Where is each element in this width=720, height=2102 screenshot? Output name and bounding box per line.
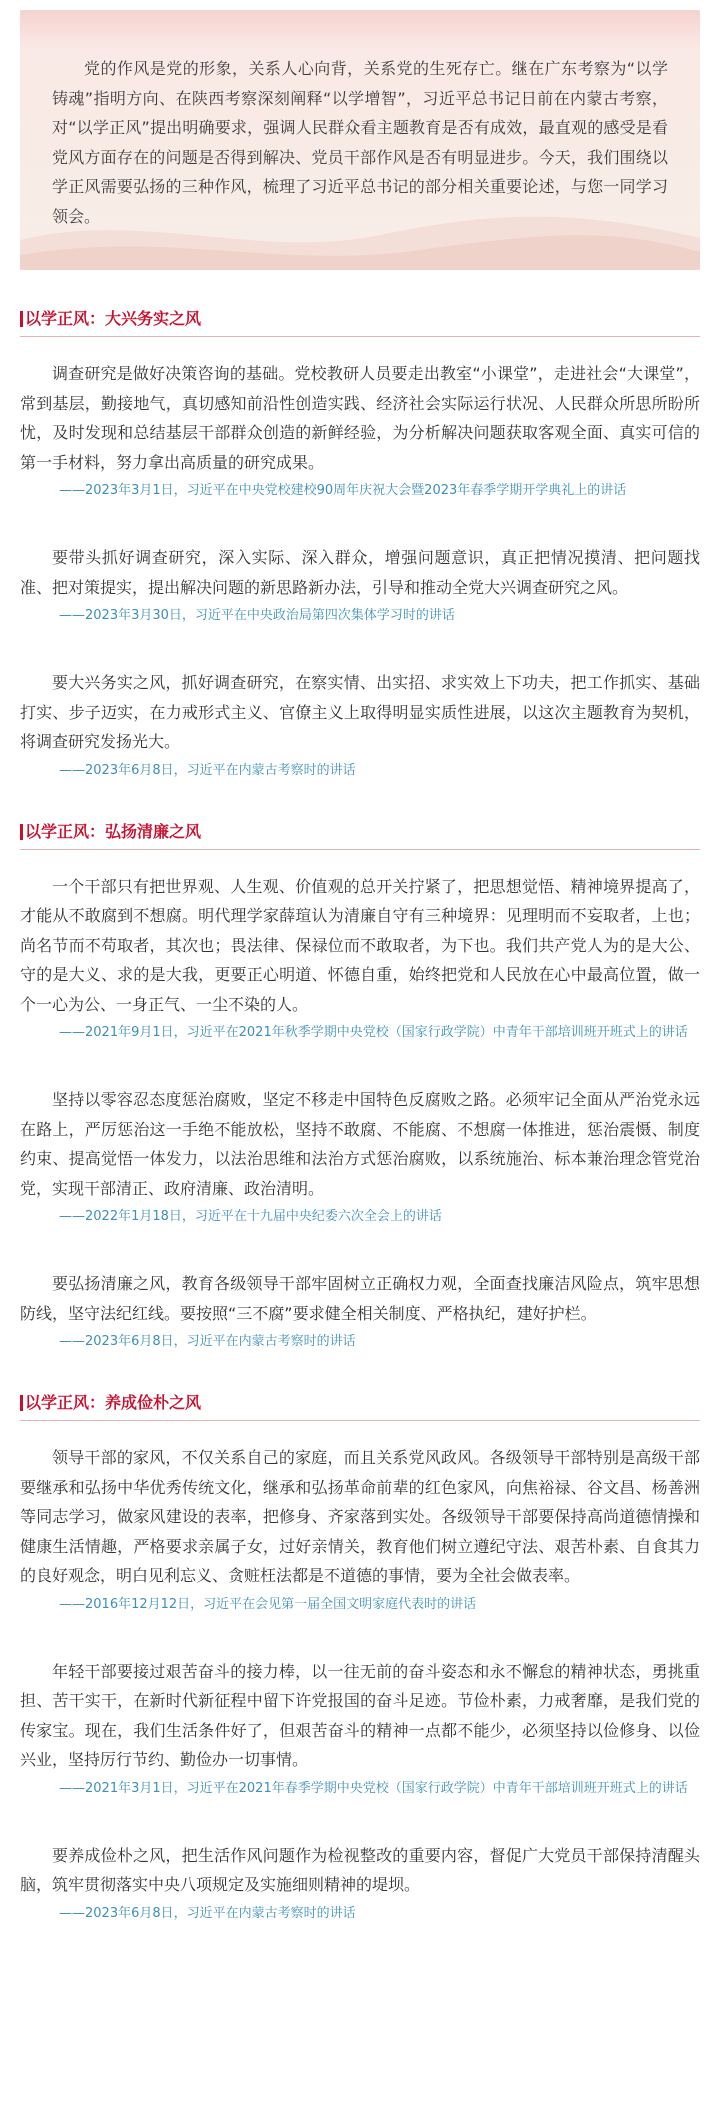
quote-source: ——2023年6月8日，习近平在内蒙古考察时的讲话 bbox=[59, 1334, 356, 1349]
quote-paragraph: 领导干部的家风，不仅关系自己的家庭，而且关系党风政风。各级领导干部特别是高级干部要继承和弘扬中华优秀传统文化，继承和弘扬革命前辈的红色家风，向焦裕禄、谷文昌、杨善洲等同志学习，做家风建设的表率，把修身、齐家落到实处。各级领导干部要保持高尚道德情操和健康生活情趣，严格要求亲属子女，过好亲情关，教育他们树立遵纪守法、艰苦朴素、自食其力的良好观念，明白见利忘义、贪赃枉法都是不道德的事情，要为全社会做表率。 bbox=[20, 1448, 700, 1585]
quote-paragraph: 要弘扬清廉之风，教育各级领导干部牢固树立正确权力观，全面查找廉洁风险点，筑牢思想防线，坚守法纪红线。要按照“三不腐”要求健全相关制度、严格执纪，建好护栏。 bbox=[20, 1274, 700, 1323]
section-heading-frugality bbox=[20, 1394, 720, 1412]
quote-source: ——2023年3月30日，习近平在中央政治局第四次集体学习时的讲话 bbox=[59, 608, 455, 623]
quote-paragraph: 一个干部只有把世界观、人生观、价值观的总开关拧紧了，把思想觉悟、精神境界提高了，才能从不敢腐到不想腐。明代理学家薛瑄认为清廉自守有三种境界：见理明而不妄取者，上也；尚名节而不苟取者，其次也；畏法律、保禄位而不敢取者，为下也。我们共产党人为的是大公、守的是大义、求的是大我，更要正心明道、怀德自重，始终把党和人民放在心中最高位置，做一个一心为公、一身正气、一尘不染的人。 bbox=[20, 876, 700, 1014]
quote-paragraph: 要带头抓好调查研究，深入实际、深入群众，增强问题意识，真正把情况摸清、把问题找准、把对策提实，提出解决问题的新思路新办法，引导和推动全党大兴调查研究之风。 bbox=[20, 548, 700, 597]
section-title: 以学正风：大兴务实之风 bbox=[25, 309, 202, 328]
section-title: 以学正风：养成俭朴之风 bbox=[25, 1393, 202, 1412]
quote-source: ——2023年6月8日，习近平在内蒙古考察时的讲话 bbox=[59, 1905, 356, 1921]
quote-paragraph: 要大兴务实之风，抓好调查研究，在察实情、出实招、求实效上下功夫，把工作抓实、基础打实、步子迈实，在力戒形式主义、官僚主义上取得明显实质性进展，以这次主题教育为契机，将调查研究发扬光大。 bbox=[20, 673, 700, 751]
quote-source: ——2016年12月12日，习近平在会见第一届全国文明家庭代表时的讲话 bbox=[59, 1596, 477, 1612]
quote-source: ——2023年3月1日，习近平在中央党校建校90周年庆祝大会暨2023年春季学期开学典礼上的讲话 bbox=[59, 483, 627, 498]
section-title: 以学正风：弘扬清廉之风 bbox=[25, 821, 202, 841]
heading-accent-bar bbox=[20, 311, 23, 327]
quote-source: ——2021年9月1日，习近平在2021年秋季学期中央党校（国家行政学院）中青年干部培训班开班式上的讲话 bbox=[59, 1025, 688, 1040]
quote-source: ——2023年6月8日，习近平在内蒙古考察时的讲话 bbox=[59, 762, 356, 778]
quote-paragraph: 调查研究是做好决策咨询的基础。党校教研人员要走出教室“小课堂”，走进社会“大课堂”，常到基层，勤接地气，真切感知前沿性创造实践、经济社会实际运行状况、人民群众所思所盼所忧，及时发现和总结基层干部群众创造的新鲜经验，为分析解决问题获取客观全面、真实可信的第一手材料，努力拿出高质量的研究成果。 bbox=[20, 364, 700, 472]
intro-paragraph: 党的作风是党的形象，关系人心向背，关系党的生死存亡。继在广东考察为“以学铸魂”指明方向、在陕西考察深刻阐释“以学增智”，习近平总书记日前在内蒙古考察，对“以学正风”提出明确要求，强调人民群众看主题教育是否有成效，最直观的感受是看党风方面存在的问题是否得到解决、党员干部作风是否有明显进步。今天，我们围绕以学正风需要弘扬的三种作风，梳理了习近平总书记的部分相关重要论述，与您一同学习领会。 bbox=[52, 59, 668, 226]
quote-paragraph: 年轻干部要接过艰苦奋斗的接力棒，以一往无前的奋斗姿态和永不懈怠的精神状态，勇挑重担、苦干实干，在新时代新征程中留下许党报国的奋斗足迹。节俭朴素，力戒奢靡，是我们党的传家宝。现在，我们生活条件好了，但艰苦奋斗的精神一点都不能少，必须坚持以俭修身、以俭兴业，坚持厉行节约、勤俭办一切事情。 bbox=[20, 1661, 700, 1769]
quote-source: ——2021年3月1日，习近平在2021年春季学期中央党校（国家行政学院）中青年干部培训班开班式上的讲话 bbox=[59, 1780, 688, 1796]
intro-card bbox=[20, 10, 700, 270]
quote-paragraph: 坚持以零容忍态度惩治腐败，坚定不移走中国特色反腐败之路。必须牢记全面从严治党永远在路上，严厉惩治这一手绝不能放松，坚持不敢腐、不能腐、不想腐一体推进，惩治震慑、制度约束、提高觉悟一体发力，以法治思维和法治方式惩治腐败，以系统施治、标本兼治理念管党治党，实现干部清正、政府清廉、政治清明。 bbox=[20, 1090, 700, 1198]
section-heading-pragmatic bbox=[20, 310, 720, 328]
quote-paragraph: 要养成俭朴之风，把生活作风问题作为检视整改的重要内容，督促广大党员干部保持清醒头脑，筑牢贯彻落实中央八项规定及实施细则精神的堤坝。 bbox=[20, 1845, 700, 1894]
heading-accent-bar bbox=[20, 1395, 23, 1411]
heading-accent-bar bbox=[20, 824, 23, 840]
section-heading-integrity bbox=[20, 823, 720, 841]
quote-source: ——2022年1月18日，习近平在十九届中央纪委六次全会上的讲话 bbox=[59, 1209, 442, 1224]
